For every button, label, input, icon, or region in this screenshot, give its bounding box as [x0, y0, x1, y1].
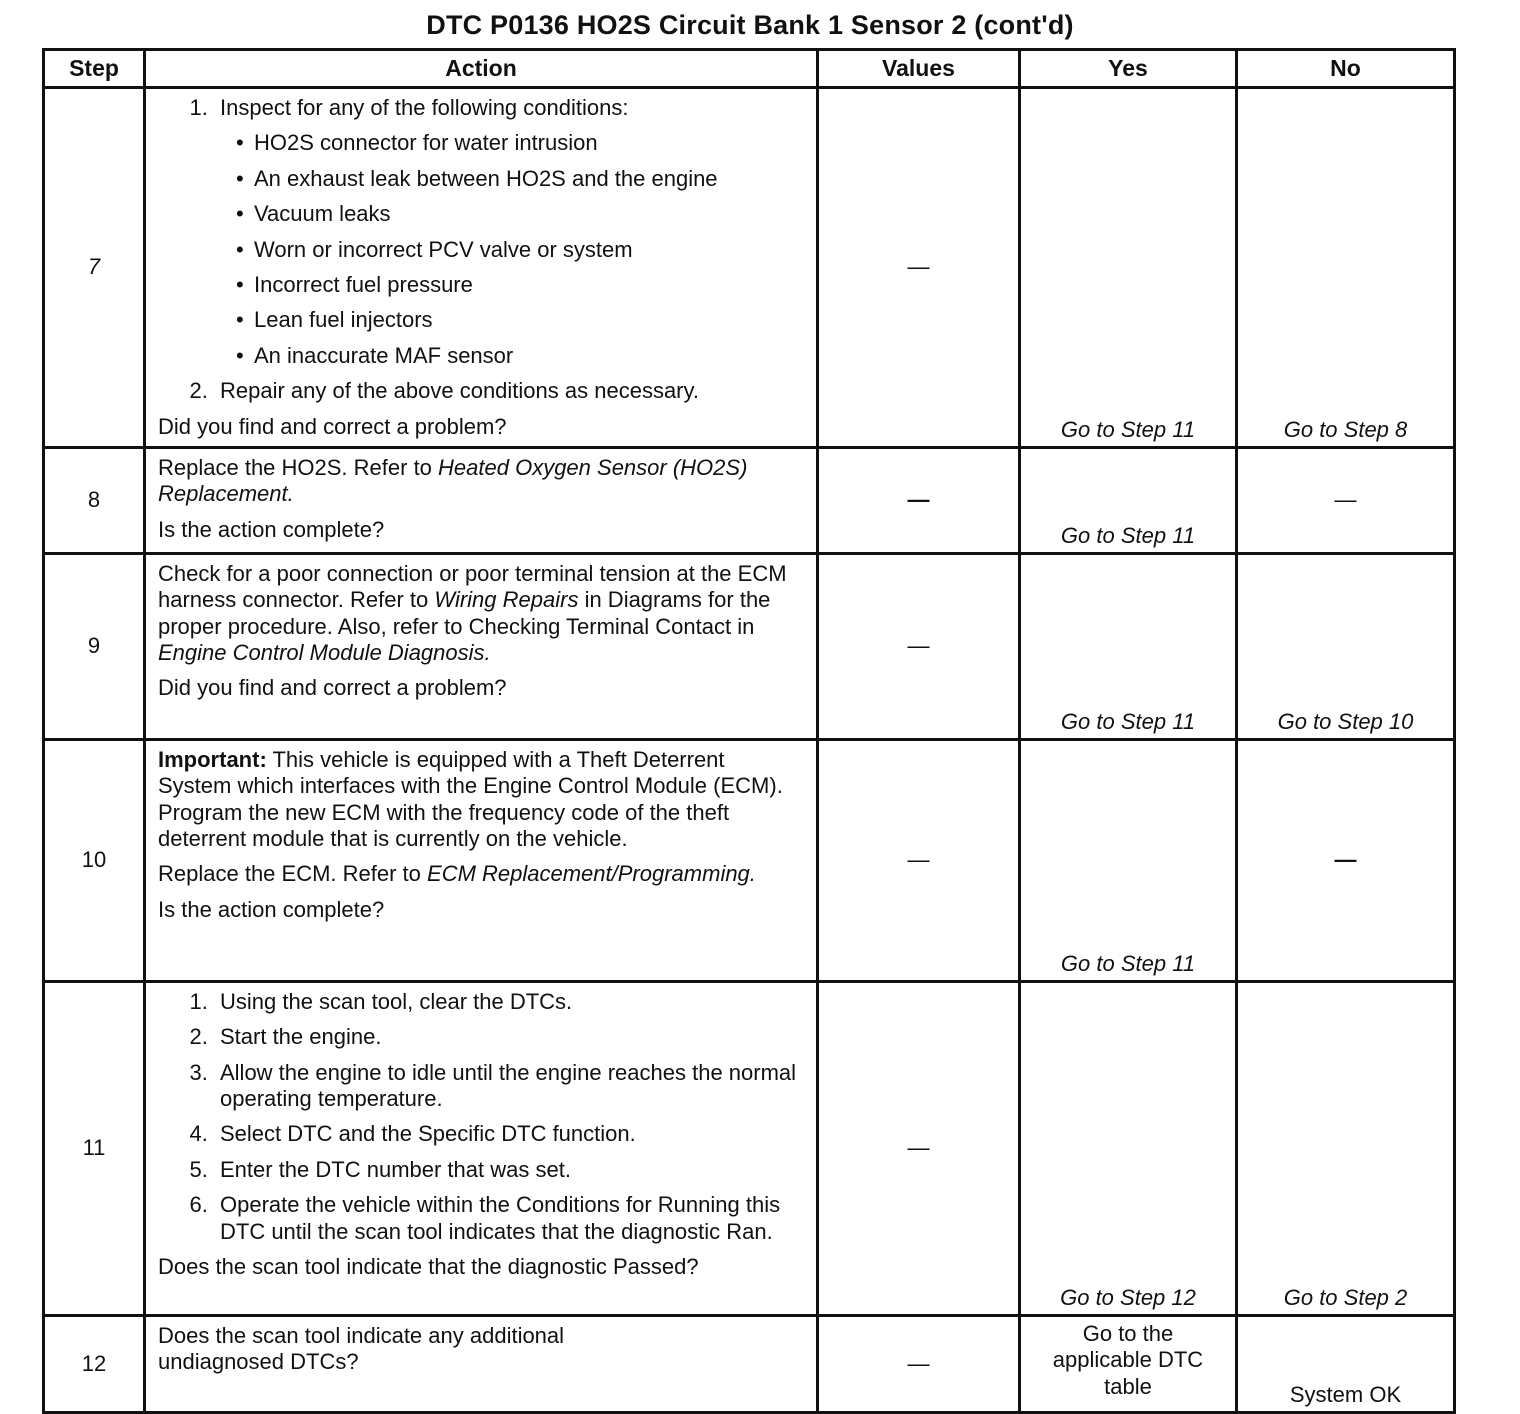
no-cell: [1237, 1315, 1455, 1412]
important-note: [158, 747, 802, 853]
header-step: Step: [44, 50, 145, 88]
reference-link: Heated Oxygen Sensor (HO2S) Replacement.: [158, 454, 748, 507]
list-item: 1. Using the scan tool, clear the DTCs.: [214, 989, 802, 1015]
values-cell: [818, 553, 1020, 739]
action-text-plain: Check for a poor connection or poor terminal tension at the ECM harness connector. Refer to: [158, 560, 787, 613]
values-dash: —: [907, 847, 930, 873]
list-item: [214, 95, 802, 369]
yes-result: Go to Step 11: [1060, 950, 1196, 976]
yes-cell: [1020, 981, 1237, 1315]
step-number: 12: [44, 1315, 145, 1412]
values-dash: —: [907, 633, 930, 659]
conditions-list: [220, 130, 802, 369]
action-question: Is the action complete?: [158, 896, 385, 922]
list-item: 2. Start the engine.: [214, 1024, 802, 1050]
no-cell: [1237, 447, 1455, 553]
action-steps-list: [158, 989, 802, 1245]
action-cell: [145, 981, 818, 1315]
action-question: Did you find and correct a problem?: [158, 413, 507, 439]
action-text-plain: in Diagrams for the proper procedure. Also, refer to Checking Terminal Contact in: [158, 587, 771, 639]
values-cell: [818, 981, 1020, 1315]
values-cell: [818, 88, 1020, 448]
header-values: Values: [818, 50, 1020, 88]
step-intro: Inspect for any of the following conditions:: [220, 95, 629, 120]
action-question: Does the scan tool indicate any additional undiagnosed DTCs?: [158, 1322, 565, 1375]
no-dash: —: [1334, 847, 1357, 873]
no-cell: [1237, 553, 1455, 739]
no-cell: [1237, 981, 1455, 1315]
no-result: Go to Step 2: [1283, 1284, 1408, 1310]
values-cell: [818, 739, 1020, 981]
values-dash: —: [907, 1350, 930, 1376]
list-item: • An inaccurate MAF sensor: [242, 343, 802, 369]
step-number: 9: [44, 553, 145, 739]
values-cell: [818, 1315, 1020, 1412]
action-text: [158, 561, 802, 667]
yes-cell: [1020, 88, 1237, 448]
no-result: —: [1334, 487, 1357, 513]
action-cell: [145, 88, 818, 448]
action-text: [158, 861, 802, 887]
no-cell: [1237, 88, 1455, 448]
step-number: 11: [44, 981, 145, 1315]
yes-cell: [1020, 447, 1237, 553]
table-row: [44, 981, 1455, 1315]
action-question: Did you find and correct a problem?: [158, 675, 507, 701]
important-label: Important:: [158, 746, 267, 772]
list-item: 2. Repair any of the above conditions as necessary.: [214, 378, 802, 404]
reference-link: Wiring Repairs: [434, 587, 579, 613]
action-text: [158, 455, 802, 508]
yes-cell: [1020, 739, 1237, 981]
no-result: System OK: [1289, 1381, 1402, 1407]
action-text-plain: Replace the HO2S. Refer to: [158, 454, 439, 480]
table-header-row: [44, 50, 1455, 88]
step-number: 8: [44, 447, 145, 553]
list-item: • HO2S connector for water intrusion: [242, 130, 802, 156]
step-number: 10: [44, 739, 145, 981]
step-number: 7: [44, 88, 145, 448]
no-result: Go to Step 10: [1277, 708, 1414, 734]
action-question: Is the action complete?: [158, 516, 385, 542]
table-row: [44, 553, 1455, 739]
yes-result: Go to the applicable DTC table: [1052, 1320, 1204, 1399]
no-result: [1238, 847, 1453, 873]
no-result: Go to Step 8: [1283, 416, 1408, 442]
yes-result: Go to Step 11: [1060, 522, 1196, 548]
important-text: This vehicle is equipped with a Theft Deterrent System which interfaces with the Engine Control Module (ECM). Program the new ECM with the frequency code of the theft deterrent module that is currently on the vehicle.: [158, 746, 783, 852]
list-item: 3. Allow the engine to idle until the engine reaches the normal operating temperature.: [214, 1060, 802, 1113]
action-text-plain: Replace the ECM. Refer to: [158, 861, 428, 887]
list-item: • Worn or incorrect PCV valve or system: [242, 237, 802, 263]
table-row: [44, 447, 1455, 553]
action-cell: [145, 739, 818, 981]
page-title: DTC P0136 HO2S Circuit Bank 1 Sensor 2 (cont'd): [426, 10, 1074, 40]
values-dash: —: [907, 254, 930, 280]
action-question: Does the scan tool indicate that the diagnostic Passed?: [158, 1254, 699, 1280]
list-item: 6. Operate the vehicle within the Conditions for Running this DTC until the scan tool indicates that the diagnostic Ran.: [214, 1192, 802, 1245]
values-dash: —: [907, 1135, 930, 1161]
reference-link: Engine Control Module Diagnosis.: [158, 640, 491, 666]
list-item: 5. Enter the DTC number that was set.: [214, 1157, 802, 1183]
table-row: [44, 88, 1455, 448]
header-action: Action: [145, 50, 818, 88]
yes-result: Go to Step 11: [1060, 416, 1196, 442]
list-item: 4. Select DTC and the Specific DTC function.: [214, 1121, 802, 1147]
action-cell: [145, 447, 818, 553]
list-item: • An exhaust leak between HO2S and the engine: [242, 166, 802, 192]
header-yes: Yes: [1020, 50, 1237, 88]
table-row: [44, 1315, 1455, 1412]
yes-cell: [1020, 553, 1237, 739]
header-no: No: [1237, 50, 1455, 88]
yes-result: Go to Step 12: [1060, 1284, 1196, 1310]
yes-cell: [1020, 1315, 1237, 1412]
diagnostic-table: [42, 48, 1456, 1414]
list-item: • Incorrect fuel pressure: [242, 272, 802, 298]
action-cell: [145, 553, 818, 739]
values-cell: [818, 447, 1020, 553]
action-cell: [145, 1315, 818, 1412]
values-dash: —: [907, 487, 930, 513]
table-row: [44, 739, 1455, 981]
action-steps-list: [158, 95, 802, 405]
list-item: • Vacuum leaks: [242, 201, 802, 227]
no-cell: [1237, 739, 1455, 981]
reference-link: ECM Replacement/Programming.: [427, 861, 756, 887]
list-item: • Lean fuel injectors: [242, 307, 802, 333]
yes-result: Go to Step 11: [1060, 708, 1196, 734]
